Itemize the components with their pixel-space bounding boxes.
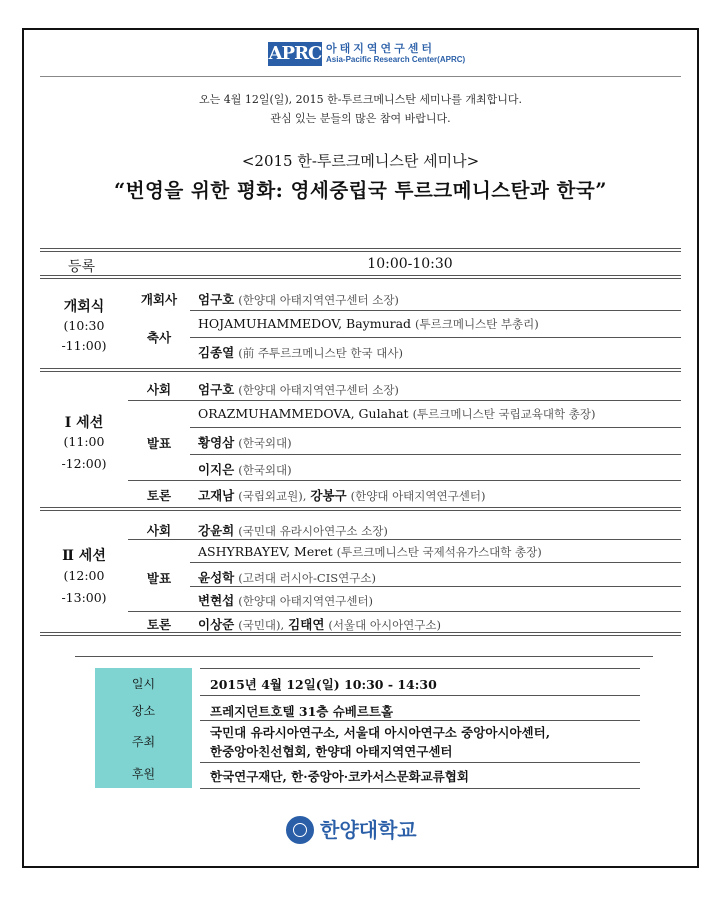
opening-speaker: [198, 290, 399, 308]
opening-time-end: -11:00): [61, 338, 107, 353]
session-2-chair: [198, 521, 388, 539]
role-chair: 사회: [146, 523, 172, 538]
place-value: 프레지던트호텔 31층 슈베르트홀: [210, 704, 394, 719]
speaker-name: 황영삼: [198, 435, 235, 450]
session-1-presenter-2: [198, 433, 292, 451]
session-1-chair: [198, 380, 399, 398]
speaker-affiliation: (한양대 아태지역연구센터 소장): [238, 383, 399, 397]
speaker-affiliation: (국민대),: [238, 618, 285, 632]
divider: [200, 788, 640, 789]
speaker-affiliation: (한양대 아태지역연구센터): [350, 489, 486, 503]
university-seal-icon: [286, 816, 314, 844]
role-presentation: 발표: [146, 571, 172, 586]
university-name: 한양대학교: [320, 818, 417, 842]
role-chair: 사회: [146, 382, 172, 397]
host-value-line-2: 한중앙아친선협회, 한양대 아태지역연구센터: [210, 744, 453, 759]
speaker-name: 김종열: [198, 345, 235, 360]
speaker-affiliation: (국립외교원),: [238, 489, 307, 503]
divider: [40, 248, 681, 252]
divider: [40, 368, 681, 372]
divider: [40, 275, 681, 279]
session-2-presenter-1: [198, 544, 542, 560]
divider: [190, 427, 681, 428]
date-value: 2015년 4월 12일(일) 10:30 - 14:30: [210, 677, 437, 692]
speaker-name: 이지은: [198, 462, 235, 477]
seminar-subtitle: <2015 한-투르크메니스탄 세미나>: [241, 152, 480, 170]
divider: [128, 400, 681, 401]
sponsor-label: 후원: [131, 767, 156, 781]
divider: [190, 454, 681, 455]
speaker-affiliation: (투르크메니스탄 부총리): [415, 317, 539, 331]
session-2-discussants: [198, 615, 441, 633]
speaker-affiliation: (국민대 유라시아연구소 소장): [238, 524, 388, 538]
sponsor-value: 한국연구재단, 한·중앙아·코카서스문화교류협회: [210, 769, 469, 784]
session-1-presenter-3: [198, 460, 292, 478]
role-discussion: 토론: [146, 488, 172, 503]
seminar-title: “번영을 위한 평화: 영세중립국 투르크메니스탄과 한국”: [114, 179, 607, 202]
session-2-label: Ⅱ 세션: [62, 548, 106, 564]
session-1-presenter-1: [198, 406, 595, 422]
divider: [200, 668, 640, 669]
logo-english: Asia-Pacific Research Center(APRC): [326, 55, 466, 64]
session-2: [40, 513, 681, 633]
session-1: [40, 374, 681, 506]
speaker-name: 윤성학: [198, 570, 235, 585]
place-label: 장소: [131, 704, 156, 718]
registration-time: 10:00-10:30: [367, 256, 453, 272]
speaker-name: 강봉구: [310, 488, 347, 503]
congratulatory-speaker-2: [198, 343, 403, 361]
session-2-presenter-3: [198, 591, 373, 609]
session-1-discussants: [198, 486, 485, 504]
intro-line-2: 관심 있는 분들의 많은 참여 바랍니다.: [270, 112, 451, 125]
host-label: 주최: [131, 735, 156, 749]
opening-label: 개회식: [63, 299, 105, 315]
speaker-affiliation: (한국외대): [238, 463, 292, 477]
speaker-affiliation: (한양대 아태지역연구센터 소장): [238, 293, 399, 307]
speaker-name: 고재남: [198, 488, 235, 503]
aprc-logo: [268, 40, 465, 68]
divider: [190, 586, 681, 587]
divider: [200, 695, 640, 696]
congratulatory-speaker-1: [198, 316, 539, 332]
session-1-time-start: (11:00: [63, 434, 105, 449]
speaker-affiliation: (한국외대): [238, 436, 292, 450]
aprc-logo-mark: APRC: [268, 43, 322, 64]
speaker-name: 강윤희: [198, 523, 235, 538]
divider: [200, 720, 640, 721]
divider: [190, 337, 681, 338]
session-2-time-end: -13:00): [61, 590, 107, 605]
divider: [40, 632, 681, 636]
divider: [40, 507, 681, 511]
speaker-name: 엄구호: [198, 382, 235, 397]
session-2-presenter-2: [198, 568, 376, 586]
speaker-name: 엄구호: [198, 292, 235, 307]
logo-korean: 아태지역연구센터: [326, 42, 436, 55]
divider: [128, 480, 681, 481]
session-1-label: Ⅰ 세션: [64, 415, 104, 431]
speaker-name: 변현섭: [198, 593, 235, 608]
speaker-affiliation: (투르크메니스탄 국립교육대학 총장): [412, 407, 596, 421]
role-discussion: 토론: [146, 617, 172, 632]
speaker-affiliation: (한양대 아태지역연구센터): [238, 594, 374, 608]
divider: [190, 310, 681, 311]
speaker-affiliation: (서울대 아시아연구소): [328, 618, 441, 632]
session-2-time-start: (12:00: [63, 568, 105, 583]
role-presentation: 발표: [146, 436, 172, 451]
role-opening-speech: 개회사: [140, 292, 178, 307]
role-congratulatory: 축사: [146, 330, 172, 345]
speaker-affiliation: (前 주투르크메니스탄 한국 대사): [238, 346, 403, 360]
divider: [190, 562, 681, 563]
speaker-name: 김태연: [288, 617, 325, 632]
speaker-name: ASHYRBAYEV, Meret: [198, 544, 333, 559]
date-label: 일시: [131, 677, 156, 691]
divider: [200, 762, 640, 763]
speaker-name: HOJAMUHAMMEDOV, Baymurad: [198, 316, 412, 331]
intro-line-1: 오는 4월 12일(일), 2015 한-투르크메니스탄 세미나를 개최합니다.: [198, 93, 523, 106]
speaker-name: 이상준: [198, 617, 235, 632]
opening-time-start: (10:30: [63, 318, 105, 333]
divider: [75, 656, 653, 657]
speaker-affiliation: (고려대 러시아-CIS연구소): [238, 571, 376, 585]
host-value-line-1: 국민대 유라시아연구소, 서울대 아시아연구소 중앙아시아센터,: [210, 725, 551, 740]
speaker-affiliation: (투르크메니스탄 국제석유가스대학 총장): [336, 545, 542, 559]
opening-section: [40, 282, 681, 368]
registration-label: 등록: [68, 259, 96, 275]
divider: [128, 611, 681, 612]
speaker-name: ORAZMUHAMMEDOVA, Gulahat: [198, 406, 409, 421]
session-1-time-end: -12:00): [61, 456, 107, 471]
divider: [128, 539, 681, 540]
divider: [40, 76, 681, 77]
